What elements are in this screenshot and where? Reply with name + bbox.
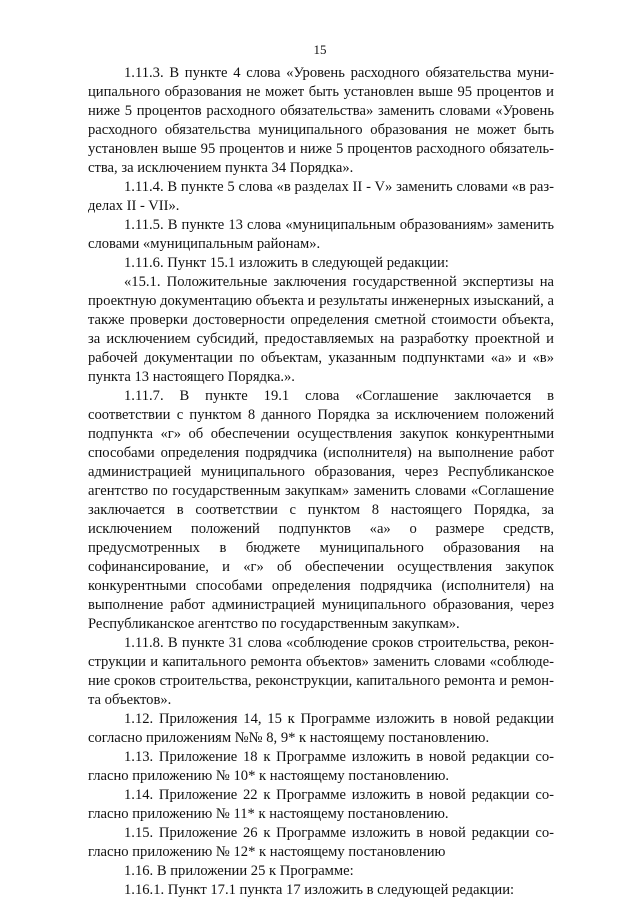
paragraph-1-16: 1.16. В приложении 25 к Программе: <box>124 863 354 879</box>
page-number: 15 <box>313 42 327 57</box>
paragraph-1-13: 1.13. Приложение 18 к Программе изложить в новой редакции согласно приложению № 10* к настоящему постановлению. <box>88 749 554 784</box>
paragraph-1-14: 1.14. Приложение 22 к Программе изложить в новой редакции согласно приложению № 11* к настоящему постановлению. <box>88 787 554 822</box>
paragraph-1-16-1: 1.16.1. Пункт 17.1 пункта 17 изложить в следующей редакции: <box>124 882 515 898</box>
paragraph-1-11-3: 1.11.3. В пункте 4 слова «Уровень расходного обязательства муниципального образования не может быть установлен выше 95 процентов и ниже 5 процентов расходного обязательства» заменить словами «Уровень расходного обязательства муниципального образования не может быть установлен выше 95 процентов и ниже 5 процентов расходного обязательства, за исключением пункта 34 Порядка». <box>88 65 554 176</box>
paragraph-1-11-4: 1.11.4. В пункте 5 слова «в разделах II - V» заменить словами «в разделах II - VII». <box>88 179 554 214</box>
paragraph-15-1-quote: «15.1. Положительные заключения государственной экспертизы на проектную документацию объекта и результаты инженерных изысканий, а также проверки достоверности определения сметной стоимости объекта, за исключением субсидий, предоставляемых на разработку проектной и рабочей документации по объектам, указанным подпунктами «а» и «в» пункта 13 настоящего Порядка.». <box>88 274 554 385</box>
paragraph-1-12: 1.12. Приложения 14, 15 к Программе изложить в новой редакции согласно приложениям №№ 8, 9* к настоящему постановлению. <box>88 711 554 746</box>
paragraph-1-15: 1.15. Приложение 26 к Программе изложить в новой редакции согласно приложению № 12* к настоящему постановлению <box>88 825 554 860</box>
paragraph-1-11-5: 1.11.5. В пункте 13 слова «муниципальным образованиям» заменить словами «муниципальным районам». <box>88 217 554 252</box>
document-body <box>88 64 554 900</box>
paragraph-1-11-7: 1.11.7. В пункте 19.1 слова «Соглашение заключается в соответствии с пунктом 8 данного Порядка за исключением положений подпункта «г» об обеспечении осуществления закупок конкурентными способами определения подрядчика (исполнителя) на выполнение работ администрацией муниципального образования, через Республиканское агентство по государственным закупкам» заменить словами «Соглашение заключается в соответствии с пунктом 8 настоящего Порядка, за исключением положений подпунктов «а» о размере средств, предусмотренных в бюджете муниципального образования на софинансирование, и «г» об обеспечении осуществления закупок конкурентными способами определения подрядчика (исполнителя) на выполнение работ администрацией муниципального образования, через Республиканское агентство по государственным закупкам». <box>88 388 554 632</box>
paragraph-1-11-8: 1.11.8. В пункте 31 слова «соблюдение сроков строительства, реконструкции и капитального ремонта объектов» заменить словами «соблюдение сроков строительства, реконструкции, капитального ремонта и ремонта объектов». <box>88 635 554 708</box>
paragraph-1-11-6: 1.11.6. Пункт 15.1 изложить в следующей редакции: <box>124 255 449 271</box>
